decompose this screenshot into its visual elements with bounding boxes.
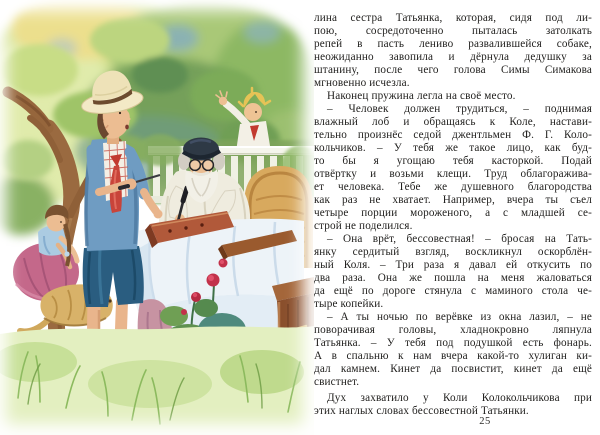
text-line: тельно произнёс седой джентльмен Ф. Г. Коло- [314, 129, 592, 141]
text-line: штанину, после чего голова Симы Симакова [314, 64, 592, 76]
text-line: пою, сосредоточенно пыталась затолкать [314, 25, 592, 37]
text-line: Дух захватило у Коли Колокольчикова при [327, 392, 592, 404]
text-line: этих наглых словах бессовестной Татьянки. [314, 405, 529, 417]
text-line: два раза. Она же пошла на меня жаловаться [314, 272, 592, 284]
text-line: четыре порции мороженого, а с младшей се- [314, 207, 592, 219]
text-line: поворачивая головы, хладнокровно ляпнула [314, 324, 592, 336]
text-line: Татьянка. – У тебя под подушкой есть фонарь. [314, 337, 592, 349]
text-column [314, 12, 592, 418]
text-line: ный Коля. – Три раза я давал ей откусить по [314, 259, 592, 271]
text-line: свистнет. [314, 376, 360, 388]
text-line: как раз не хватает. Например, вчера ты съел [314, 194, 592, 206]
text-line: – Она врёт, бессовестная! – бросая на Тать- [327, 233, 592, 245]
text-line: янку сердитый взгляд, воскликнул оскорблён- [314, 246, 592, 258]
text-line: Наконец пружина легла на своё место. [327, 90, 516, 102]
text-line: – А ты ночью по верёвке из окна лазил, – не [327, 311, 592, 323]
text-line: – Человек должен трудиться, – поднимая [327, 103, 592, 115]
text-line: лина сестра Татьянка, которая, сидя под ли- [314, 12, 592, 24]
grass [0, 326, 314, 435]
text-line: строй не поделился. [314, 220, 413, 232]
text-line: отвёртку и возьми клещи. Труд облагоражива- [314, 168, 592, 180]
text-line: мгновенно исчезла. [314, 77, 410, 89]
text-line: А в спальню к нам вчера какой-то хулиган ки- [314, 350, 592, 362]
text-line: дал камнем. Кинет да посвистит, кинет да ещё [314, 363, 592, 375]
text-line: тыре копейки. [314, 298, 384, 310]
text-line: то бы я угощаю тебя касторкой. Подай [314, 155, 592, 167]
text-line: влажный лоб и обращаясь к Коле, настави- [314, 116, 592, 128]
page-number: 25 [479, 416, 491, 427]
text-line: кольчиков. – У тебя же такое лицо, как буд- [314, 142, 592, 154]
text-line: неожиданно завопила и дёрнула дедушку за [314, 51, 592, 63]
text-line: ет человека. Тебе же душевного благородства [314, 181, 592, 193]
text-line: репей в пасть лениво развалившейся собаке, [314, 38, 592, 50]
text-line: да ещё по дороге стянула с маминого стола че- [314, 285, 592, 297]
